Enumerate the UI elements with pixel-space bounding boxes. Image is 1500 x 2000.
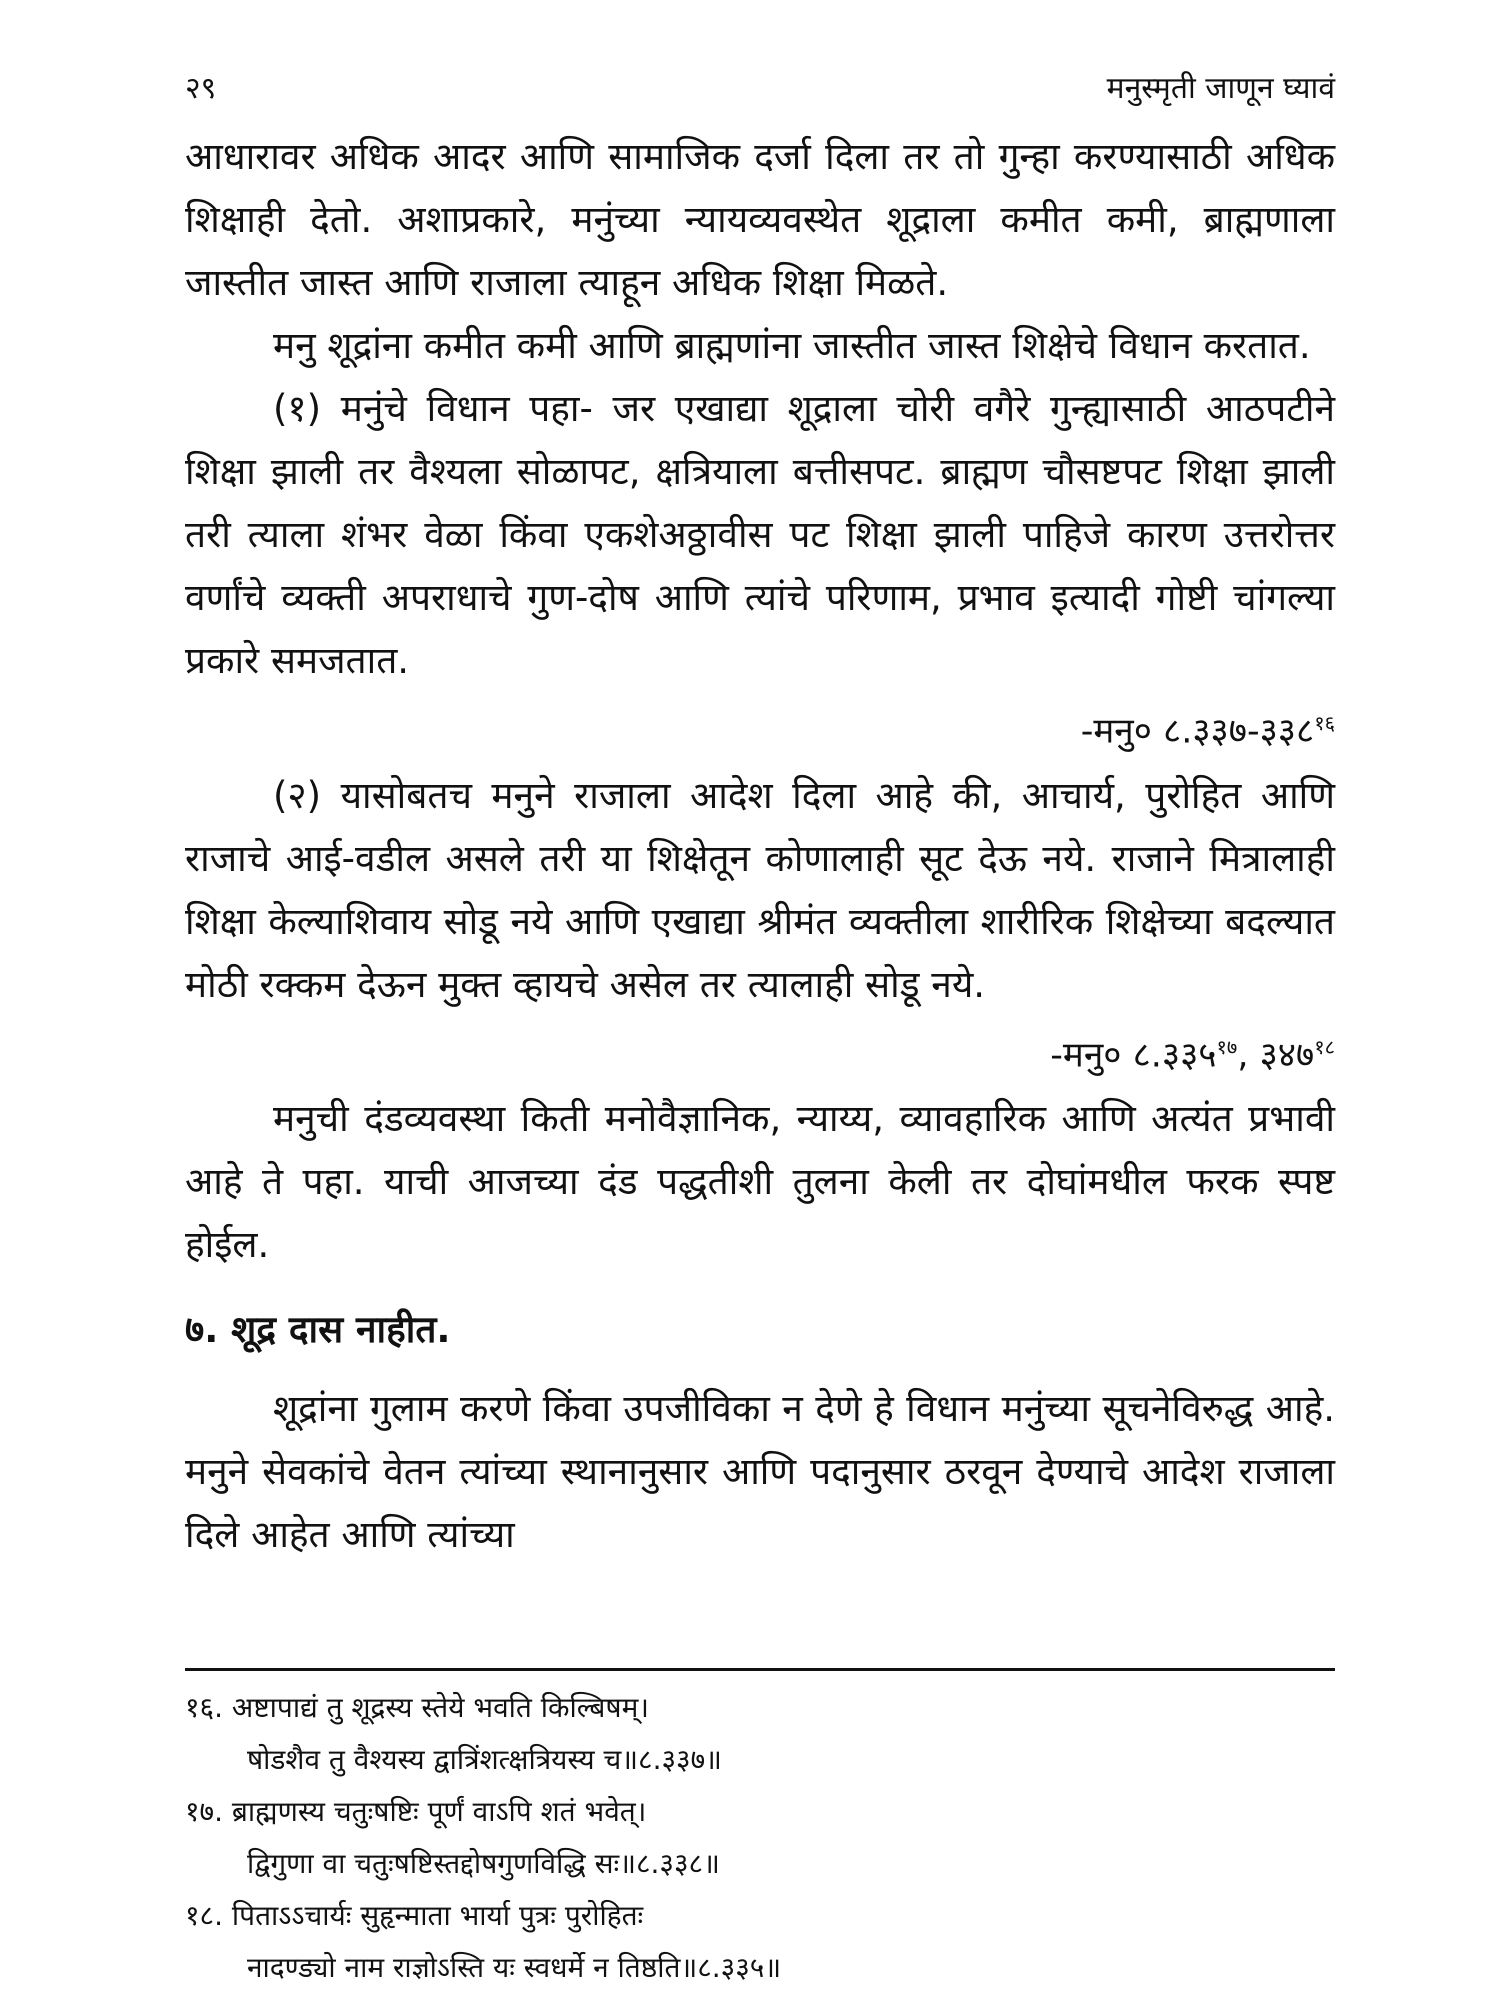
footnote-line: १६. अष्टापाद्यं तु शूद्रस्य स्तेये भवति किल्बिषम्। — [185, 1691, 649, 1724]
paragraph: (१) मनुंचे विधान पहा- जर एखाद्या शूद्राला चोरी वगैरे गुन्ह्यासाठी आठपटीने शिक्षा झाली तर वैश्यला सोळापट, क्षत्रियाला बत्तीसपट. ब्राह्मण चौसष्टपट शिक्षा झाली तरी त्याला शंभर वेळा किंवा एकशेअठ्ठावीस पट शिक्षा झाली पाहिजे कारण उत्तरोत्तर वर्णांचे व्यक्ती अपराधाचे गुण-दोष आणि त्यांचे परिणाम, प्रभाव इत्यादी गोष्टी चांगल्या प्रकारे समजतात. — [185, 387, 1335, 682]
footnotes — [185, 1682, 1335, 1994]
section-heading: ७. शूद्र दास नाहीत. — [185, 1308, 451, 1352]
paragraph: मनुची दंडव्यवस्था किती मनोवैज्ञानिक, न्याय्य, व्यावहारिक आणि अत्यंत प्रभावी आहे ते पहा. याची आजच्या दंड पद्धतीशी तुलना केली तर दोघांमधील फरक स्पष्ट होईल. — [185, 1097, 1335, 1267]
footnote-marker: १७ — [1216, 1034, 1238, 1059]
footnote-marker: १६ — [1314, 711, 1335, 735]
citation-text: -मनु० ८.३३५ — [1050, 1035, 1217, 1076]
page-number: २९ — [185, 71, 217, 106]
citation-text: -मनु० ८.३३७-३३८ — [1080, 711, 1315, 752]
citation-text: , ३४७ — [1237, 1035, 1315, 1076]
paragraph: आधारावर अधिक आदर आणि सामाजिक दर्जा दिला तर तो गुन्हा करण्यासाठी अधिक शिक्षाही देतो. अशाप्रकारे, मनुंच्या न्यायव्यवस्थेत शूद्राला कमीत कमी, ब्राह्मणाला जास्तीत जास्त आणि राजाला त्याहून अधिक शिक्षा मिळते. — [185, 135, 1335, 304]
paragraph: मनु शूद्रांना कमीत कमी आणि ब्राह्मणांना जास्तीत जास्त शिक्षेचे विधान करतात. — [273, 324, 1311, 367]
running-title: मनुस्मृती जाणून घ्यावं — [1106, 71, 1335, 106]
main-text — [185, 125, 1335, 1566]
paragraph: (२) यासोबतच मनुने राजाला आदेश दिला आहे की, आचार्य, पुरोहित आणि राजाचे आई-वडील असले तरी या शिक्षेतून कोणालाही सूट देऊ नये. राजाने मित्रालाही शिक्षा केल्याशिवाय सोडू नये आणि एखाद्या श्रीमंत व्यक्तीला शारीरिक शिक्षेच्या बदल्यात मोठी रक्कम देऊन मुक्त व्हायचे असेल तर त्यालाही सोडू नये. — [185, 773, 1335, 1006]
citation-reference — [185, 692, 1335, 764]
paragraph: शूद्रांना गुलाम करणे किंवा उपजीविका न देणे हे विधान मनुंच्या सूचनेविरुद्ध आहे. मनुने सेवकांचे वेतन त्यांच्या स्थानानुसार आणि पदानुसार ठरवून देण्याचे आदेश राजाला दिले आहेत आणि त्यांच्या — [185, 1387, 1335, 1557]
citation-reference — [185, 1016, 1335, 1088]
footnote-line: द्विगुणा वा चतुःषष्टिस्तद्दोषगुणविद्धि सः॥८.३३८॥ — [247, 1847, 720, 1880]
page-header — [185, 66, 1335, 116]
footnote-line: नादण्ड्यो नाम राज्ञोऽस्ति यः स्वधर्मे न तिष्ठति॥८.३३५॥ — [247, 1951, 782, 1984]
footnote-line: १८. पिताऽऽचार्यः सुहृन्माता भार्या पुत्रः पुरोहितः — [185, 1899, 644, 1932]
footnote-line: १७. ब्राह्मणस्य चतुःषष्टिः पूर्णं वाऽपि शतं भवेत्। — [185, 1795, 647, 1828]
footnote-divider — [185, 1668, 1335, 1671]
footnote-line: षोडशैव तु वैश्यस्य द्वात्रिंशत्क्षत्रियस्य च॥८.३३७॥ — [247, 1743, 722, 1776]
footnote-marker: १८ — [1314, 1034, 1335, 1059]
